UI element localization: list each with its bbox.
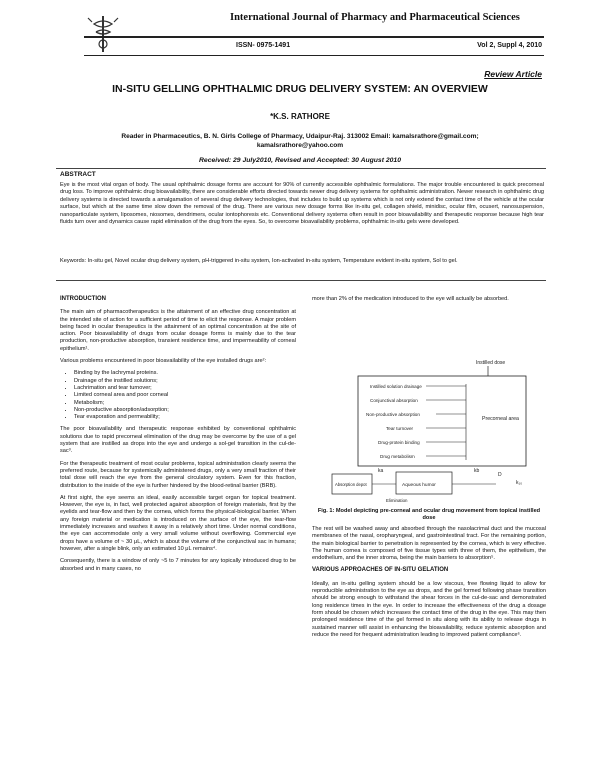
intro-paragraph-5: At first sight, the eye seems an ideal, easily accessible target organ for topical treatment. However, the eye is, in fact, well protected against absorption of foreign materials, first by the eyelids and tear-flow and then by the cornea, which forms the physical-biological barrier. When any foreign material or medication is introduced on the surface of the eye, the tear-flow immediately increases and washes it away in a relatively short time. Under normal conditions, the eye can accommodate only a very small volume without overflowing. Commercial eye drops have a volume of ~ 30 μL, which is about the volume of the conjunctival sac in humans; however, after a single blink, only an estimated 10 μL remains⁴.: [60, 494, 296, 552]
problems-list: [60, 370, 296, 421]
right-paragraph-2: Ideally, an in-situ gelling system should be a low viscous, free flowing liquid to allow for reproducible administration to the eye as drops, and the gel formed following phase transition should be strong enough to withstand the shear forces in the cul-de-sac and demonstrated long residence times in the eye. In order to increase the effectiveness of the drug a dosage form should be chosen which increases the contact time of the drug in the eye. This may then prolonged residence time of the gel formed in situ along with its ability to release drugs in sustained manner will assist in enhancing the bioavailability, reduce systemic absorption and reduce the need for frequent administration leading to improved patient compliance⁶.: [312, 580, 546, 638]
label-nonproductive: Non-productive absorption: [366, 412, 420, 417]
header-rule-bottom: [84, 55, 544, 56]
author: *K.S. RATHORE: [270, 112, 330, 121]
label-precorneal: Precorneal area: [482, 416, 519, 422]
list-item: • Binding by the lachrymal proteins.: [74, 370, 296, 377]
abstract-heading: ABSTRACT: [60, 171, 96, 178]
keywords: Keywords: In-situ gel, Novel ocular drug delivery system, pH-triggered in-situ system, Ion-activated in-situ system, Temperature evident in-situ system, Sol to gel.: [60, 258, 458, 264]
list-item: • Drainage of the instilled solutions;: [74, 378, 296, 385]
volume-info: Vol 2, Suppl 4, 2010: [477, 42, 542, 49]
label-tear-turnover: Tear turnover: [386, 426, 414, 431]
abstract-top-rule: [56, 168, 546, 169]
affiliation: Reader in Pharmaceutics, B. N. Girls College of Pharmacy, Udaipur-Raj. 313002 Email: kamalsrathore@gmail.com; kamalsrathore@yahoo.com: [121, 133, 479, 149]
journal-title: International Journal of Pharmacy and Pharmaceutical Sciences: [230, 12, 520, 23]
list-item: • Non-productive absorption/adsorption;: [74, 407, 296, 414]
label-absorption-depot: Absorption depot: [335, 482, 367, 487]
label-ka: ka: [378, 468, 384, 474]
label-drug-protein: Drug-protein binding: [378, 440, 420, 445]
label-instilled-solution: Instilled solution drainage: [370, 384, 422, 389]
right-column-bottom: [312, 526, 546, 644]
label-instilled-dose: Instilled dose: [476, 360, 506, 366]
label-kb: kb: [474, 468, 480, 474]
intro-heading: INTRODUCTION: [60, 296, 106, 302]
drug-movement-diagram: [326, 356, 532, 504]
article-title: IN-SITU GELLING OPHTHALMIC DRUG DELIVERY SYSTEM: AN OVERVIEW: [112, 83, 488, 95]
right-paragraph-1: The rest will be washed away and absorbed through the nasolacrimal duct and the mucosal membranes of the nasal, oropharyngeal, and gastrointestinal tract. For the remaining portion, the main biological barrier to penetration is represented by the cornea, which is very effective. The human cornea is composed of five tissue types with three of them, the epithelium, the endothelium, and the inner stroma, being the main barriers to absorption⁵.: [312, 526, 546, 562]
header-rule: [84, 36, 544, 38]
intro-paragraph-2: Various problems encountered in poor bioavailability of the eye installed drugs are²:: [60, 358, 267, 365]
left-column: [60, 296, 296, 578]
label-aqueous-humor: Aqueous humor: [402, 483, 436, 488]
continued-paragraph: more than 2% of the medication introduced to the eye will actually be absorbed.: [312, 296, 509, 302]
label-elimination: Elimination: [386, 498, 408, 503]
list-item: • Limited corneal area and poor corneal: [74, 392, 296, 399]
abstract-text: Eye is the most vital organ of body. The usual ophthalmic dosage forms are account for 90% of currently accessible ophthalmic formulations. The major trouble encountered is quick precorneal drug loss. To improve ophthalmic drug bioavailability, there are considerable efforts directed towards newer drug delivery systems for ophthalmic administration. Newer research in ophthalmic drug delivery systems is directed towards a amalgamation of several drug delivery technologies, that includes to build up systems which is not only extend the contact time of the vehicle at the ocular surface, but which at the same time slow down the removal of the drug. There are various new dosage forms like in-situ gel, collagen shield, minidisc, ocular film, ocusert, nanosuspension, nanoparticulate system, liposomes, niosomes, dendrimers, ocular iontophoresis etc. Conventional delivery systems often result in poor bioavailability and therapeutic response because high tear fluids turn over and dynamics cause rapid elimination of the drug from the eyes. So, to overcome bioavailability problems, ophthalmic in-situ gels were developed.: [60, 182, 544, 226]
label-k10: k₁₀: [516, 480, 523, 486]
figure-caption: Fig. 1: Model depicting pre-corneal and ocular drug movement from topical instilled dose: [317, 508, 541, 522]
right-column-top: [312, 296, 546, 308]
article-type: Review Article: [484, 69, 542, 79]
list-item: • Tear evaporation and permeability;: [74, 414, 296, 421]
approaches-heading: VARIOUS APPROACHES OF IN-SITU GELATION: [312, 567, 449, 574]
list-item: • Lachrimation and tear turnover;: [74, 385, 296, 392]
abstract-bottom-rule: [56, 280, 546, 281]
journal-logo-icon: [86, 14, 120, 54]
received-dates: Received: 29 July2010, Revised and Accepted: 30 August 2010: [199, 157, 401, 164]
issn: ISSN- 0975-1491: [236, 42, 291, 49]
label-drug: D: [498, 472, 502, 478]
intro-paragraph-3: The poor bioavailability and therapeutic response exhibited by conventional ophthalmic solutions due to rapid precorneal elimination of the drug may be overcome by the use of a gel system that are instilled as drops into the eye and undergo a sol-gel transition in the cul-de-sac³.: [60, 426, 296, 455]
intro-paragraph-6: Consequently, there is a window of only ~5 to 7 minutes for any topically introduced drug to be absorbed and in many cases, no: [60, 558, 296, 572]
intro-paragraph-1: The main aim of pharmacotherapeutics is the attainment of an effective drug concentration at the intended site of action for a sufficient period of time to elicit the response. A major problem being faced in ocular therapeutics is the attainment of an optimal concentration at the site of action. Poor bioavailability of drugs from ocular dosage forms is mainly due to the tear production, non-productive absorption, transient residence time, and impermeability of corneal epithelium¹.: [60, 309, 296, 352]
label-drug-metabolism: Drug metabolism: [380, 454, 415, 459]
label-conjunctival: Conjunctival absorption: [370, 398, 418, 403]
intro-paragraph-4: For the therapeutic treatment of most ocular problems, topical administration clearly seems the preferred route, because for systemically administered drugs, only a very small fraction of their total dose will reach the eye from the general circulatory system. Even for this fraction, distribution to the inside of the eye is further hindered by the blood-retinal barrier (BRB).: [60, 460, 296, 489]
list-item: • Metabolism;: [74, 400, 296, 407]
